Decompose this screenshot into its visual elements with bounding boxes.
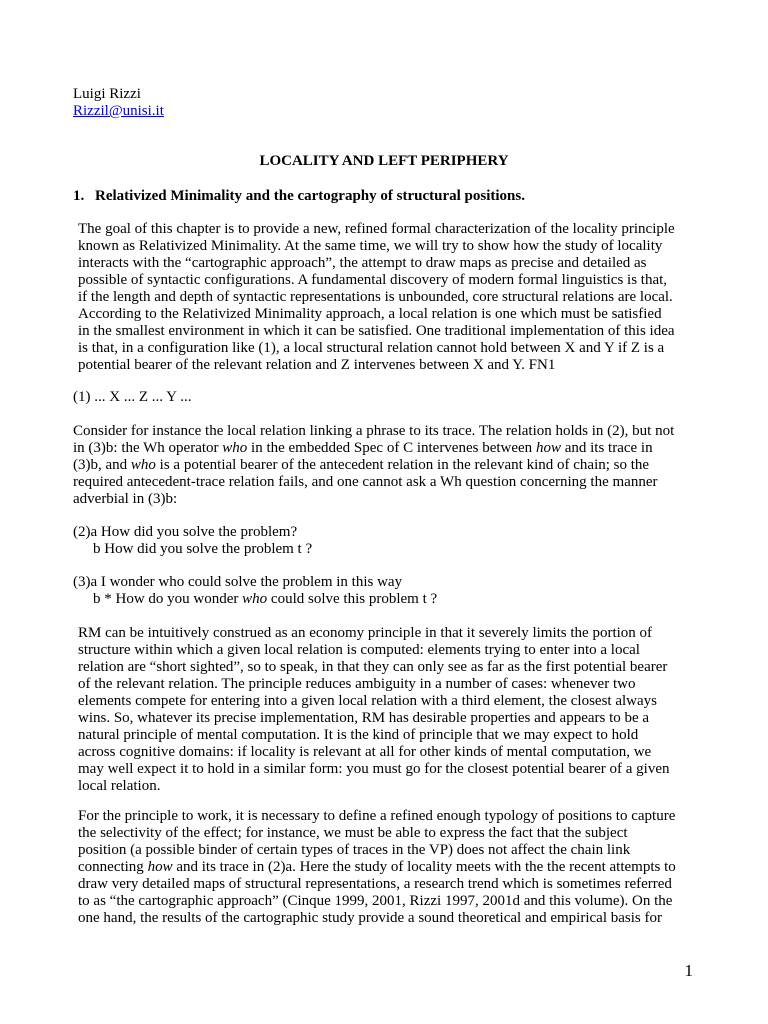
example-2b: b How did you solve the problem t ? — [93, 541, 313, 557]
page-number: 1 — [684, 961, 693, 980]
paragraph-2 — [73, 423, 674, 508]
text-line: may well expect it to hold in a similar form: you must go for the closest potential bearer of a given — [78, 761, 670, 777]
text-line: if the length and depth of syntactic representations is unbounded, core structural relations are local. — [78, 289, 673, 305]
text-line: According to the Relativized Minimality approach, a local relation is one which must be satisfied — [78, 306, 662, 322]
example-1: (1) ... X ... Z ... Y ... — [73, 389, 192, 405]
text-line: natural principle of mental computation. It is the kind of principle that we may expect to hold — [78, 727, 639, 743]
text-line: interacts with the “cartographic approach”, the attempt to draw maps as precise and detailed as — [78, 255, 647, 271]
example-2a: (2)a How did you solve the problem? — [73, 524, 298, 540]
example-3b: b * How do you wonder who could solve this problem t ? — [93, 591, 438, 607]
author-email-link[interactable]: Rizzil@unisi.it — [73, 103, 164, 119]
text-line: The goal of this chapter is to provide a new, refined formal characterization of the locality principle — [78, 221, 675, 237]
text-line: relation are “short sighted”, so to speak, in that they can only see as far as the first potential bearer — [78, 659, 668, 675]
text-line: elements compete for entering into a given local relation with a third element, the closest always — [78, 693, 657, 709]
text-line: is that, in a configuration like (1), a local structural relation cannot hold between X and Y if Z is a — [78, 340, 665, 356]
text-line: to as “the cartographic approach” (Cinque 1999, 2001, Rizzi 1997, 2001d and this volume). On the — [78, 893, 673, 909]
text-line: connecting how and its trace in (2)a. Here the study of locality meets with the the recent attempts to — [78, 859, 676, 875]
text-line: of the relevant relation. The principle reduces ambiguity in a number of cases: whenever two — [78, 676, 636, 692]
text-line: potential bearer of the relevant relation and Z intervenes between X and Y. FN1 — [78, 357, 556, 373]
text-line: one hand, the results of the cartographic study provide a sound theoretical and empirical basis for — [78, 910, 662, 926]
text-line: in the smallest environment in which it can be satisfied. One traditional implementation of this idea — [78, 323, 675, 339]
text-line: Consider for instance the local relation linking a phrase to its trace. The relation holds in (2), but not — [73, 423, 675, 439]
text-line: draw very detailed maps of structural representations, a research trend which is sometimes referred — [78, 876, 672, 892]
section-heading — [73, 188, 525, 205]
text-line: wins. So, whatever its precise implementation, RM has desirable properties and appears to be a — [78, 710, 650, 726]
paragraph-3 — [78, 625, 670, 795]
paper-title: LOCALITY AND LEFT PERIPHERY — [259, 153, 509, 169]
paragraph-4 — [78, 808, 676, 927]
text-line: across cognitive domains: if locality is relevant at all for other kinds of mental computation, we — [78, 744, 652, 760]
text-line: local relation. — [78, 778, 161, 794]
text-line: possible of syntactic configurations. A fundamental discovery of modern formal linguistics is that, — [78, 272, 668, 288]
text-line: in (3)b: the Wh operator who in the embedded Spec of C intervenes between how and its trace in — [73, 440, 653, 456]
section-heading-text: Relativized Minimality and the cartography of structural positions. — [95, 188, 525, 204]
paragraph-1 — [78, 221, 675, 374]
text-line: the selectivity of the effect; for instance, we must be able to express the fact that the subject — [78, 825, 628, 841]
author-name: Luigi Rizzi — [73, 86, 141, 102]
text-line: RM can be intuitively construed as an economy principle in that it severely limits the portion of — [78, 625, 653, 641]
section-number: 1. — [73, 188, 85, 204]
text-line: known as Relativized Minimality. At the same time, we will try to show how the study of locality — [78, 238, 663, 254]
example-3a: (3)a I wonder who could solve the problem in this way — [73, 574, 403, 590]
text-line: For the principle to work, it is necessary to define a refined enough typology of positions to capture — [78, 808, 676, 824]
text-line: required antecedent-trace relation fails, and one cannot ask a Wh question concerning the manner — [73, 474, 658, 490]
text-line: structure within which a given local relation is computed: elements trying to enter into a local — [78, 642, 640, 658]
text-line: (3)b, and who is a potential bearer of the antecedent relation in the relevant kind of chain; so the — [73, 457, 650, 473]
text-line: position (a possible binder of certain types of traces in the VP) does not affect the chain link — [78, 842, 631, 858]
text-line: adverbial in (3)b: — [73, 491, 178, 507]
